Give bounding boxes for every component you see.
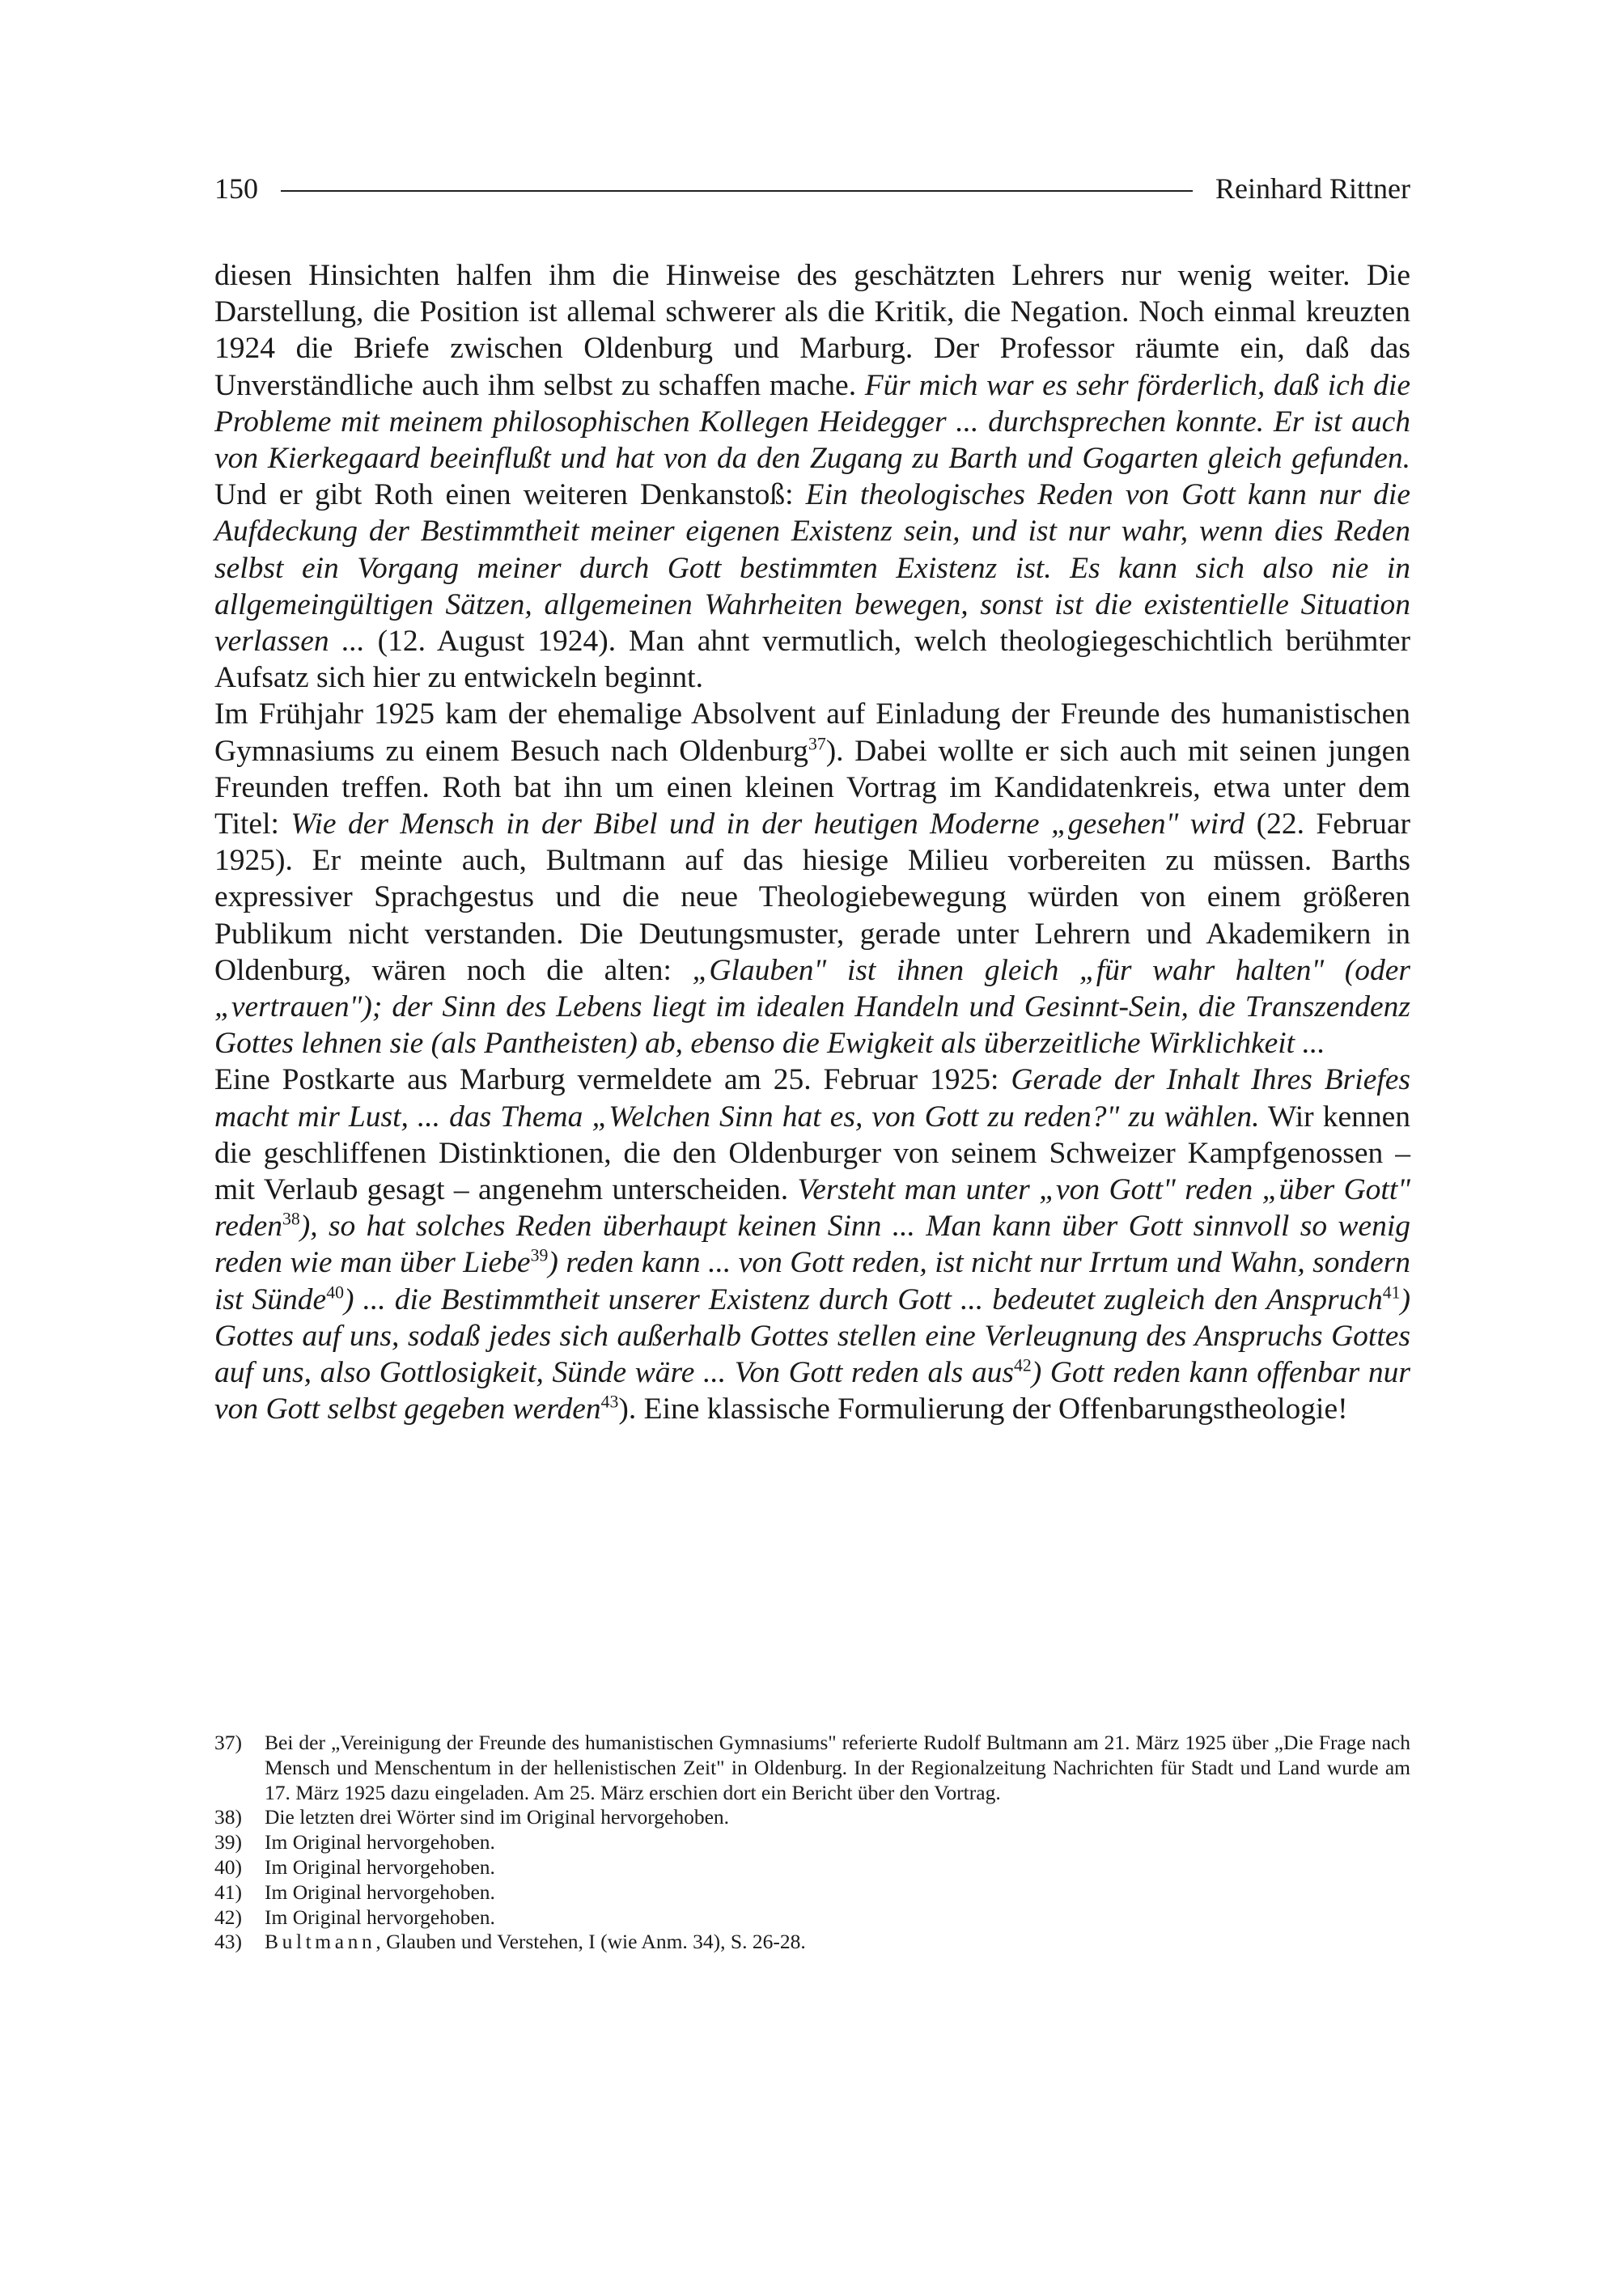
footnote-number: 40) xyxy=(214,1854,242,1879)
footnote-number: 43) xyxy=(214,1930,242,1954)
footnote-text xyxy=(265,1930,1410,1955)
text-run: Die letzten drei Wörter sind im Original hervorgehoben. xyxy=(265,1805,730,1829)
text-run: Im Original hervorgehoben. xyxy=(265,1830,495,1854)
text-run: (12. August 1924). Man ahnt vermutlich, welch theologiegeschichtlich berühmter Aufsatz sich hier zu entwickeln beginnt. xyxy=(214,625,1410,695)
header-rule xyxy=(281,190,1193,192)
footnote xyxy=(214,1930,1410,1955)
footnote xyxy=(214,1805,1410,1830)
footnote xyxy=(214,1731,1410,1805)
footnote xyxy=(214,1880,1410,1905)
footnote-ref: 43 xyxy=(600,1392,619,1412)
footnote-ref: 40 xyxy=(326,1282,344,1303)
footnote-ref: 38 xyxy=(282,1209,300,1229)
footnote-ref: 37 xyxy=(808,734,826,754)
footnote-text xyxy=(265,1905,1410,1931)
footnote-text xyxy=(265,1855,1410,1880)
text-run: Im Original hervorgehoben. xyxy=(265,1854,495,1879)
footnote-text xyxy=(265,1880,1410,1905)
text-run: ). Eine klassische Formulierung der Offenbarungstheologie! xyxy=(618,1392,1348,1426)
text-run: Bei der „Vereinigung der Freunde des humanistischen Gymnasiums" referierte Rudolf Bultmann am 21. März 1925 über „Die Frage nach Mensch und Menschentum in der hellenistischen Zeit" in Oldenburg. In der Regionalzeitung Nachrichten für Stadt und Land wurde am 17. März 1925 dazu eingeladen. Am 25. März erschien dort ein Bericht über den Vortrag. xyxy=(265,1731,1410,1804)
italic-quote: ) Gottes auf uns, sodaß jedes sich außerhalb Gottes stellen eine Verleugnung des Anspruchs Gottes auf uns, also Gottlosigkeit, Sünde wäre ... Von Gott reden als aus xyxy=(214,1282,1411,1390)
footnote-ref: 39 xyxy=(530,1245,549,1265)
main-text xyxy=(214,257,1410,1428)
italic-quote: Ein theologisches Reden von Gott kann nur die Aufdeckung der Bestimmtheit meiner eigenen Existenz sein, und ist nur wahr, wenn dies Reden selbst ein Vorgang meiner durch Gott bestimmten Existenz ist. Es kann sich also nie in allgemeingültigen Sätzen, allgemeinen Wahrheiten bewegen, sonst ist die existentielle Situation verlassen ... xyxy=(214,478,1410,659)
paragraph xyxy=(214,257,1410,696)
footnote-ref: 41 xyxy=(1382,1282,1401,1303)
italic-quote: ) ... die Bestimmtheit unserer Existenz durch Gott ... bedeutet zugleich den Anspruch xyxy=(343,1282,1383,1316)
footnote-number: 38) xyxy=(214,1805,242,1829)
footnote xyxy=(214,1855,1410,1880)
italic-quote: Wie der Mensch in der Bibel und in der heutigen Moderne „gesehen" wird xyxy=(290,807,1245,841)
footnote-text xyxy=(265,1830,1410,1855)
text-run: ). Dabei wollte er sich auch mit seinen jungen Freunden treffen. Roth bat ihn um einen kleinen Vortrag im Kandidatenkreis, etwa unter dem Titel: xyxy=(214,734,1410,841)
text-run: Wir kennen die geschliffenen Distinktionen, die den Oldenburger von seinem Schweizer Kampfgenossen – mit Verlaub gesagt – angenehm unterscheiden. xyxy=(214,1100,1410,1207)
italic-quote: „Glauben" ist ihnen gleich „für wahr halten" (oder „vertrauen"); der Sinn des Lebens liegt im idealen Handeln und Gesinnt-Sein, die Transzendenz Gottes lehnen sie (als Pantheisten) ab, ebenso die Ewigkeit als überzeitliche Wirklichkeit ... xyxy=(214,953,1410,1061)
running-title: Reinhard Rittner xyxy=(1215,172,1410,205)
footnote-text xyxy=(265,1731,1410,1805)
text-run: , Glauben und Verstehen, I (wie Anm. 34), S. 26-28. xyxy=(375,1930,806,1954)
italic-quote: ), so hat solches Reden überhaupt keinen Sinn ... Man kann über Gott sinnvoll so wenig reden wie man über Liebe xyxy=(214,1210,1410,1280)
running-header xyxy=(214,166,1410,211)
footnote-number: 41) xyxy=(214,1880,242,1904)
footnote xyxy=(214,1905,1410,1931)
text-run: diesen Hinsichten halfen ihm die Hinweise des geschätzten Lehrers nur wenig weiter. Die Darstellung, die Position ist allemal schwerer als die Kritik, die Negation. Noch einmal kreuzten 1924 die Briefe zwischen Oldenburg und Marburg. Der Professor räumte ein, daß das Unverständliche auch ihm selbst zu schaffen mache. xyxy=(214,259,1410,402)
italic-quote: ) reden kann ... von Gott reden, ist nicht nur Irrtum und Wahn, sondern ist Sünde xyxy=(214,1246,1411,1316)
paragraph xyxy=(214,696,1410,1062)
text-run: Im Original hervorgehoben. xyxy=(265,1905,495,1929)
footnotes xyxy=(214,1731,1410,1955)
footnote-ref: 42 xyxy=(1013,1355,1032,1375)
footnote-text xyxy=(265,1805,1410,1830)
italic-quote: ) Gott reden kann offenbar nur von Gott selbst gegeben werden xyxy=(214,1356,1410,1426)
footnote-number: 39) xyxy=(214,1830,242,1854)
text-run: (22. Februar 1925). Er meinte auch, Bultmann auf das hiesige Milieu vorbereiten zu müssen. Barths expressiver Sprachgestus und die neue Theologiebewegung würden von einem größeren Publikum nicht verstanden. Die Deutungsmuster, gerade unter Lehrern und Akademikern in Oldenburg, wären noch die alten: xyxy=(214,807,1410,987)
italic-quote: Versteht man unter „von Gott" reden „über Gott" reden xyxy=(214,1173,1410,1244)
text-run: Im Original hervorgehoben. xyxy=(265,1880,495,1904)
italic-quote: Gerade der Inhalt Ihres Briefes macht mir Lust, ... das Thema „Welchen Sinn hat es, von Gott zu reden?" zu wählen. xyxy=(214,1063,1410,1134)
footnote-number: 37) xyxy=(214,1731,242,1754)
text-run: Im Frühjahr 1925 kam der ehemalige Absolvent auf Einladung der Freunde des humanistischen Gymnasiums zu einem Besuch nach Oldenburg xyxy=(214,697,1410,768)
paragraph xyxy=(214,1062,1410,1427)
italic-quote: Für mich war es sehr förderlich, daß ich die Probleme mit meinem philosophischen Kollegen Heidegger ... durchsprechen konnte. Er ist auch von Kierkegaard beeinflußt und hat von da den Zugang zu Barth und Gogarten gleich gefunden. xyxy=(214,368,1410,476)
text-run: Eine Postkarte aus Marburg vermeldete am 25. Februar 1925: xyxy=(214,1063,1011,1097)
footnote-number: 42) xyxy=(214,1905,242,1929)
text-run: Und er gibt Roth einen weiteren Denkanstoß: xyxy=(214,478,806,512)
author-name: Bultmann xyxy=(265,1930,376,1954)
page-number: 150 xyxy=(214,172,258,205)
footnote xyxy=(214,1830,1410,1855)
